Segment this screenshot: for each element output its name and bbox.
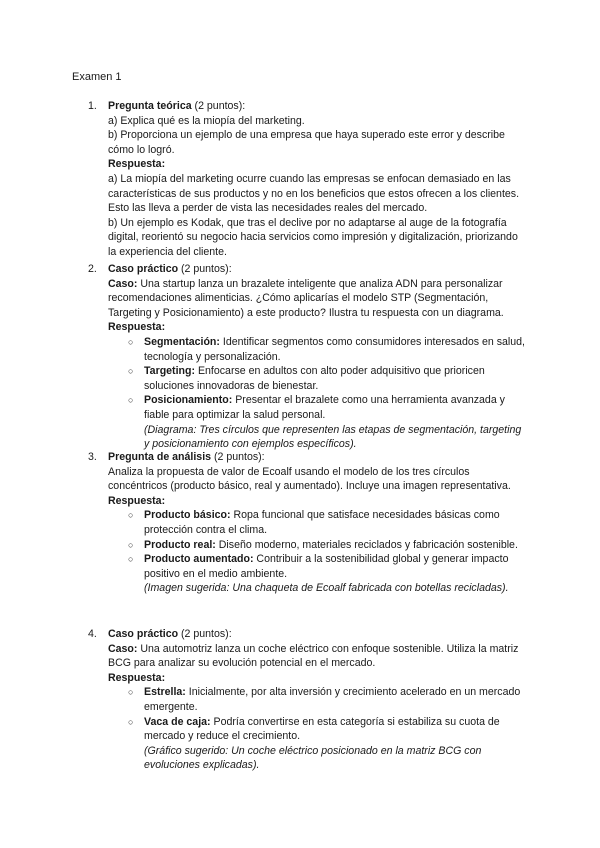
- case-label: Caso:: [108, 642, 138, 655]
- item-label: Producto real:: [144, 538, 216, 551]
- item-label: Vaca de caja:: [144, 715, 211, 728]
- item-label: Producto aumentado:: [144, 553, 254, 566]
- question-heading: Caso práctico: [108, 628, 179, 640]
- question-points: (2 puntos):: [178, 628, 232, 640]
- item-text: Presentar el brazalete como una herramienta avanzada y fiable para optimizar la salud personal.: [144, 394, 505, 421]
- diagram-note: (Diagrama: Tres círculos que representen las etapas de segmentación, targeting y posicionamiento con ejemplos específicos).: [144, 423, 522, 451]
- question-1: [88, 99, 528, 260]
- list-item: ○ Targeting: Enfocarse en adultos con alto poder adquisitivo que prioricen soluciones innovadoras de bienestar.: [128, 365, 485, 392]
- question-heading: Pregunta de análisis: [108, 451, 212, 463]
- case-label: Caso:: [108, 277, 138, 290]
- list-item: ○ Estrella: Inicialmente, por alta inversión y crecimiento acelerado en un mercado emergente.: [128, 686, 521, 713]
- case-text: Una startup lanza un brazalete inteligente que analiza ADN para personalizar recomendaciones alimenticias. ¿Cómo aplicarías el modelo STP (Segmentación, Targeting y Posicionamiento) a este producto? Ilustra tu respuesta con un diagrama.: [108, 277, 504, 319]
- question-heading: Pregunta teórica: [108, 100, 192, 112]
- item-label: Producto básico:: [144, 509, 231, 522]
- question-number: 2.: [88, 263, 97, 275]
- item-label: Targeting:: [144, 365, 196, 378]
- case-paragraph: [108, 277, 528, 321]
- chart-note: (Gráfico sugerido: Un coche eléctrico posicionado en la matriz BCG con evoluciones explicadas).: [144, 744, 482, 772]
- item-label: Posicionamiento:: [144, 394, 233, 407]
- question-heading-line: [108, 450, 528, 465]
- list-item: ○ Producto aumentado: Contribuir a la sostenibilidad global y generar impacto positivo en el medio ambiente.: [128, 553, 509, 580]
- item-text: Enfocarse en adultos con alto poder adquisitivo que prioricen soluciones innovadoras de bienestar.: [144, 365, 485, 392]
- question-part-b: b) Proporciona un ejemplo de una empresa que haya superado este error y describe cómo lo logró.: [108, 129, 505, 156]
- question-points: (2 puntos):: [211, 451, 265, 463]
- list-item: ○ Producto real: Diseño moderno, materiales reciclados y fabricación sostenible.: [128, 538, 518, 551]
- image-note: (Imagen sugerida: Una chaqueta de Ecoalf fabricada con botellas recicladas).: [144, 582, 509, 595]
- item-text: Contribuir a la sostenibilidad global y generar impacto positivo en el medio ambiente.: [144, 553, 509, 580]
- response-label: Respuesta:: [108, 321, 166, 334]
- response-label: Respuesta:: [108, 671, 166, 684]
- response-label: Respuesta:: [108, 494, 166, 507]
- question-points: (2 puntos):: [191, 100, 246, 112]
- list-item: ○ Vaca de caja: Podría convertirse en esta categoría si estabiliza su cuota de mercado y reduce el crecimiento.: [128, 715, 500, 743]
- exam-title: Examen 1: [72, 71, 122, 83]
- question-number: 1.: [88, 100, 97, 112]
- answer-b: b) Un ejemplo es Kodak, que tras el declive por no adaptarse al auge de la fotografía digital, reorientó su negocio hacia servicios como impresión y digitalización, priorizando la experiencia del cliente.: [108, 216, 518, 258]
- item-label: Estrella:: [144, 686, 186, 699]
- question-4: [88, 627, 528, 773]
- question-3: [88, 450, 528, 596]
- question-2: [88, 262, 528, 452]
- question-heading-line: [108, 627, 528, 642]
- item-text: Diseño moderno, materiales reciclados y fabricación sostenible.: [215, 538, 518, 551]
- list-item: ○ Posicionamiento: Presentar el brazalete como una herramienta avanzada y fiable para optimizar la salud personal.: [128, 394, 505, 421]
- question-heading-line: [108, 99, 528, 114]
- list-item: ○ Segmentación: Identificar segmentos como consumidores interesados en salud, tecnología y personalización.: [128, 335, 525, 363]
- question-prompt: Analiza la propuesta de valor de Ecoalf usando el modelo de los tres círculos concéntricos (producto básico, real y aumentado). Incluye una imagen representativa.: [108, 465, 511, 493]
- question-number: 3.: [88, 451, 97, 463]
- question-points: (2 puntos):: [178, 263, 232, 275]
- answer-a: a) La miopía del marketing ocurre cuando las empresas se enfocan demasiado en las características de sus productos y no en los beneficios que estos ofrecen a los clientes. Esto las lleva a perder de vista las necesidades reales del mercado.: [108, 172, 520, 215]
- case-paragraph: [108, 642, 528, 671]
- item-text: Identificar segmentos como consumidores interesados en salud, tecnología y personalización.: [144, 335, 525, 363]
- case-text: Una automotriz lanza un coche eléctrico con enfoque sostenible. Utiliza la matriz BCG para analizar su evolución potencial en el mercado.: [108, 642, 519, 670]
- question-number: 4.: [88, 628, 97, 640]
- question-part-a: a) Explica qué es la miopía del marketing.: [108, 114, 305, 127]
- item-label: Segmentación:: [144, 335, 220, 348]
- list-item: ○ Producto básico: Ropa funcional que satisface necesidades básicas como protección contra el clima.: [128, 509, 500, 536]
- item-text: Inicialmente, por alta inversión y crecimiento acelerado en un mercado emergente.: [144, 686, 521, 713]
- item-text: Podría convertirse en esta categoría si estabiliza su cuota de mercado y reduce el crecimiento.: [144, 715, 500, 743]
- question-heading: Caso práctico: [108, 263, 179, 275]
- item-text: Ropa funcional que satisface necesidades básicas como protección contra el clima.: [144, 509, 500, 536]
- response-label: Respuesta:: [108, 158, 166, 171]
- question-heading-line: [108, 262, 528, 277]
